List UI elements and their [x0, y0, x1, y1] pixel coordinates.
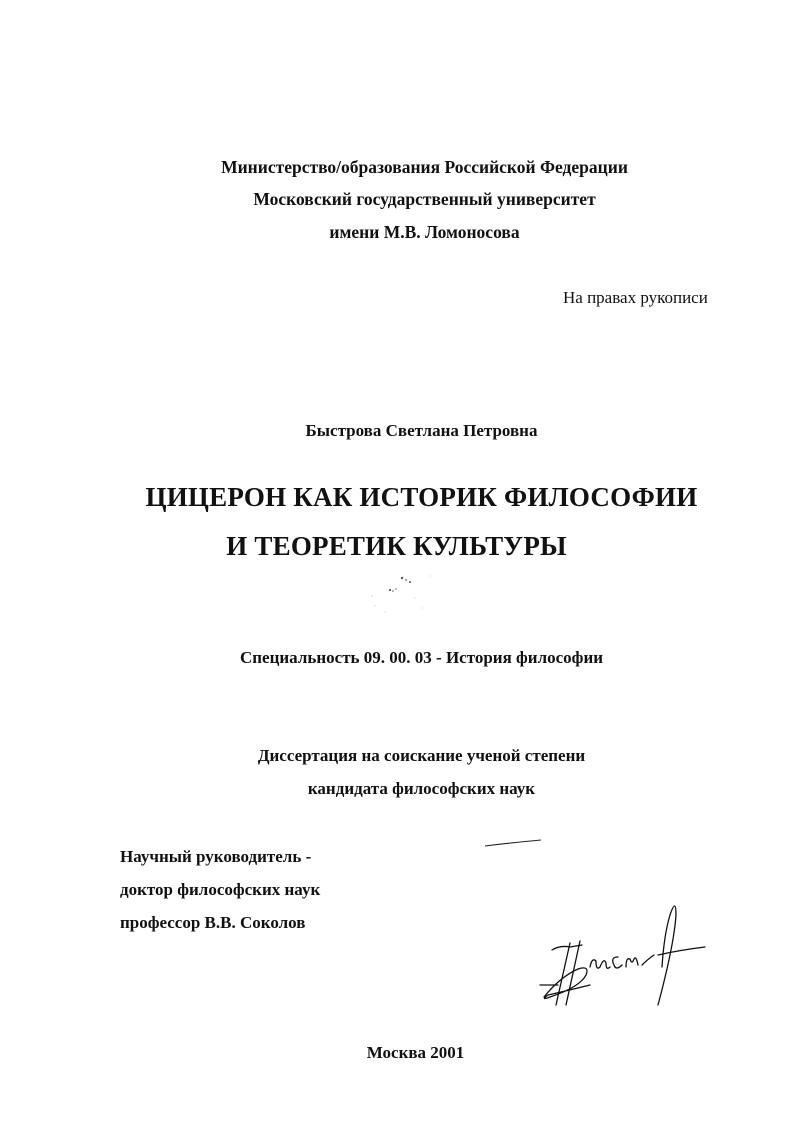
- pen-stroke-icon: [484, 838, 542, 848]
- advisor-role: Научный руководитель -: [120, 847, 312, 866]
- author-name: Быстрова Светлана Петровна: [305, 421, 538, 440]
- signature-icon: [530, 895, 710, 1010]
- place-and-year: Москва 2001: [366, 1043, 465, 1062]
- ministry-heading: Министерство/образования Российской Федерации: [221, 157, 628, 177]
- dissertation-title-line-2: И ТЕОРЕТИК КУЛЬТУРЫ: [226, 531, 567, 561]
- university-heading: Московский государственный университет: [253, 189, 596, 209]
- dissertation-degree-line-1: Диссертация на соискание ученой степени: [257, 746, 586, 765]
- dissertation-degree-line-2: кандидата философских наук: [307, 779, 536, 798]
- university-name-heading: имени М.В. Ломоносова: [329, 222, 520, 242]
- advisor-degree: доктор философских наук: [120, 880, 321, 899]
- dissertation-title-line-1: ЦИЦЕРОН КАК ИСТОРИК ФИЛОСОФИИ: [145, 482, 698, 512]
- rights-notice: На правах рукописи: [563, 288, 708, 307]
- scan-smudge-icon: [360, 568, 440, 618]
- specialty: Специальность 09. 00. 03 - История философии: [239, 648, 604, 667]
- advisor-name: профессор В.В. Соколов: [120, 913, 306, 932]
